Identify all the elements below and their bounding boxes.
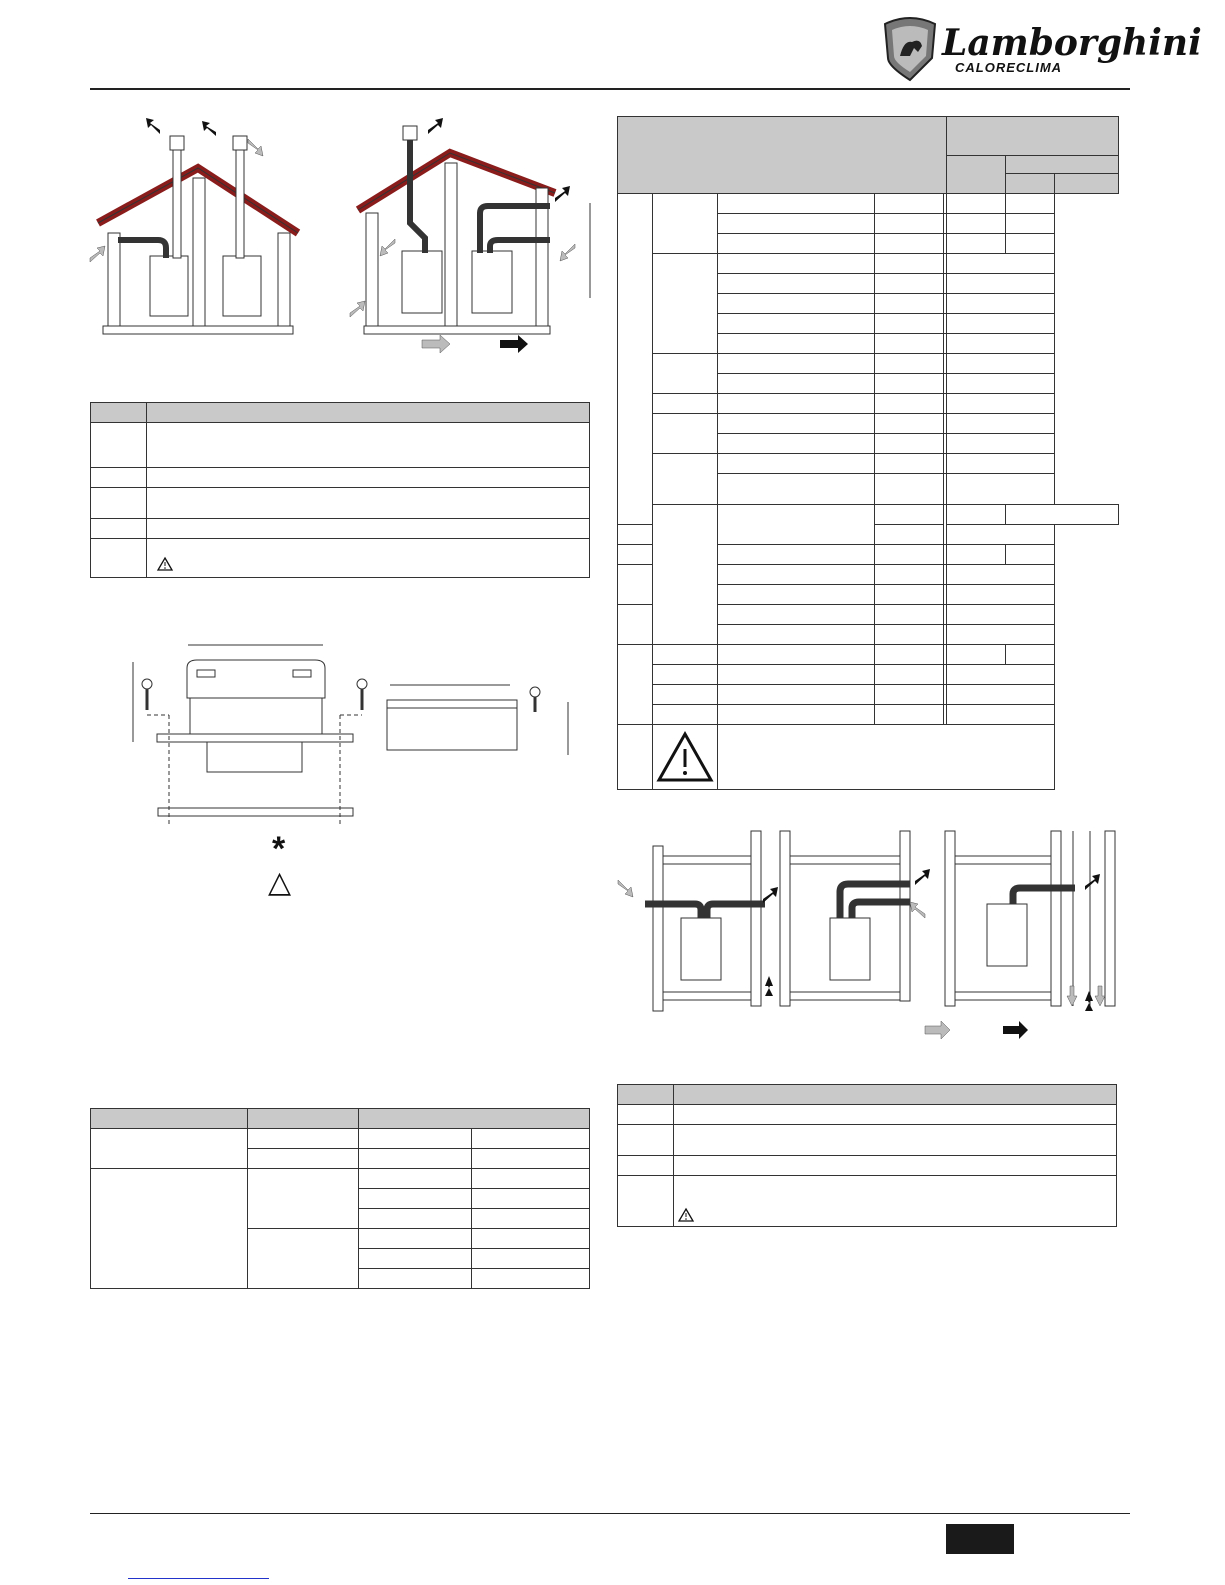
table-c: [617, 116, 1119, 790]
table-d: [617, 1084, 1117, 1227]
figure-mounting-plate: [125, 640, 580, 830]
footer-link[interactable]: [128, 1578, 269, 1579]
header-rule: [90, 88, 1130, 90]
triangle-symbol: △: [268, 866, 292, 899]
warning-icon: [656, 731, 714, 783]
brand-name: Lamborghini: [942, 22, 1202, 64]
table-b: [90, 1108, 590, 1289]
figure-houses-left: [88, 118, 308, 343]
logo-shield-icon: [880, 16, 940, 82]
brand-subtitle: CALORECLIMA: [955, 60, 1063, 75]
table-a: [90, 402, 590, 578]
figure-houses-right: [350, 118, 600, 358]
asterisk-symbol: *: [272, 830, 286, 868]
warning-icon: [678, 1208, 694, 1222]
footer-rule: [90, 1513, 1130, 1514]
warning-icon: [157, 557, 173, 571]
page-number-box: [946, 1524, 1014, 1554]
figure-wall-installations: [615, 826, 1125, 1051]
